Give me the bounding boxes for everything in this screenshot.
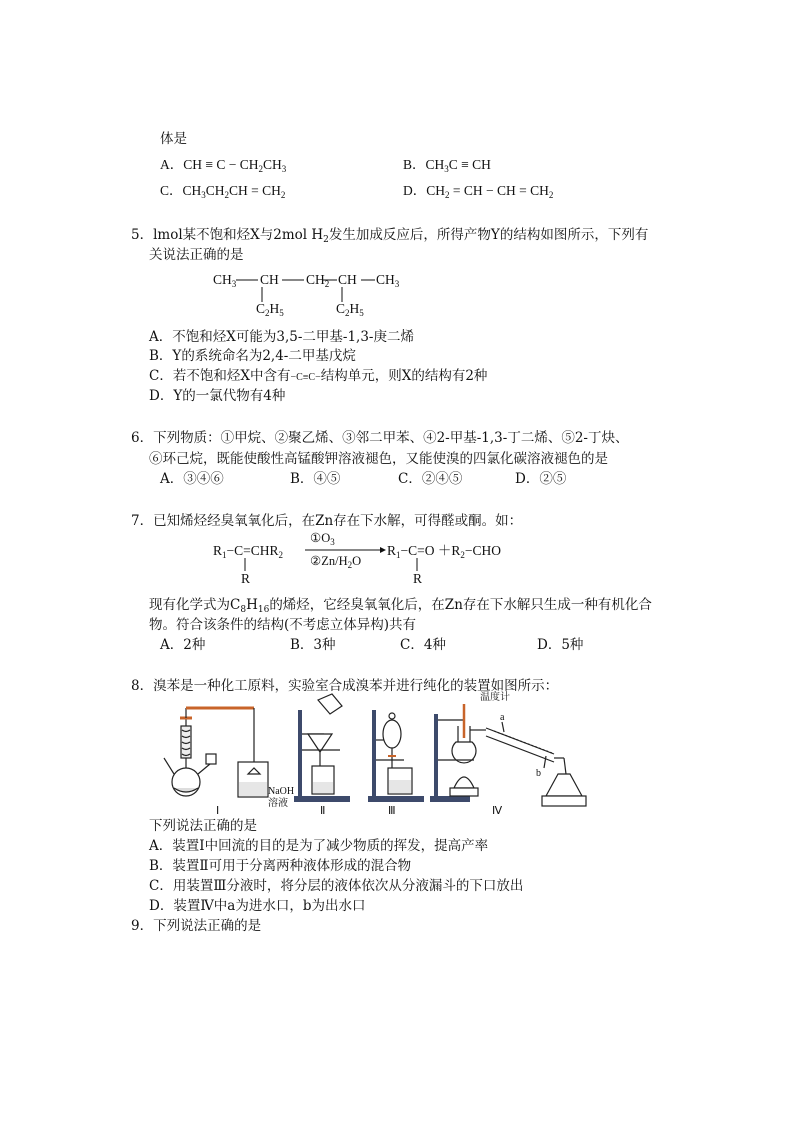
q9-number: 9． xyxy=(131,918,154,934)
roman-iv: Ⅳ xyxy=(492,805,503,817)
q4-continuation: 体是 xyxy=(160,131,187,147)
label-naoh-solution: 溶液 xyxy=(268,798,288,809)
roman-i: Ⅰ xyxy=(216,805,220,817)
q7-option-d[interactable]: D．5种 xyxy=(537,637,584,653)
roman-ii: Ⅱ xyxy=(320,805,326,817)
q7-stem-line3: 物。符合该条件的结构(不考虑立体异构)共有 xyxy=(149,617,417,633)
q7-stem-line1: 7．已知烯烃经臭氧氧化后，在Zn存在下水解，可得醛或酮。如： xyxy=(131,513,523,529)
q8-number: 8． xyxy=(131,678,154,694)
q7-option-a[interactable]: A．2种 xyxy=(160,637,206,653)
q8-option-b[interactable]: B．装置Ⅱ可用于分离两种液体形成的混合物 xyxy=(149,858,412,874)
q5-option-b[interactable]: B．Y的系统命名为2,4-二甲基戊烷 xyxy=(149,348,356,364)
roman-iii: Ⅲ xyxy=(388,805,396,817)
label-a: a xyxy=(500,712,505,723)
q8-apparatus-figure xyxy=(158,690,598,820)
q5-option-c[interactable]: C．若不饱和烃X中含有−C≡C−结构单元，则X的结构有2种 xyxy=(149,368,488,384)
apparatus-i xyxy=(164,708,268,797)
q7-stem-line2: 现有化学式为$C_8H_{16}$的烯烃，它经臭氧氧化后，在Zn存在下水解只生成一种有机化合 xyxy=(149,597,652,615)
q6-option-d[interactable]: D．②⑤ xyxy=(515,471,567,487)
q4-option-c[interactable]: C．$CH_3CH_2CH = CH_2$ xyxy=(160,183,286,200)
q5-number: 5． xyxy=(131,227,154,243)
q8-option-c[interactable]: C．用装置Ⅲ分液时，将分层的液体依次从分液漏斗的下口放出 xyxy=(149,878,524,894)
q8-stem-line2: 下列说法正确的是 xyxy=(149,818,257,834)
apparatus-ii xyxy=(294,694,350,802)
apparatus-iv xyxy=(430,704,586,806)
q5-stem-line1: 5．lmol某不饱和烃X与2mol $H_2$发生加成反应后，所得产物Y的结构如图所示，下列有 xyxy=(131,227,649,245)
q8-stem-line1: 8．溴苯是一种化工原料，实验室合成溴苯并进行纯化的装置如图所示： xyxy=(131,678,559,694)
q5-option-d[interactable]: D．Y的一氯代物有4种 xyxy=(149,388,286,404)
q8-option-a[interactable]: A．装置Ⅰ中回流的目的是为了减少物质的挥发，提高产率 xyxy=(149,838,489,854)
q7-option-b[interactable]: B．3种 xyxy=(290,637,336,653)
label-naoh: NaOH xyxy=(268,786,295,797)
q5-stem-line2: 关说法正确的是 xyxy=(149,247,244,263)
q6-number: 6． xyxy=(131,430,154,446)
q5-option-a[interactable]: A．不饱和烃X可能为3,5-二甲基-1,3-庚二烯 xyxy=(149,329,414,345)
q4-option-a[interactable]: A．CH ≡ $C - CH_2CH_3$ xyxy=(160,157,287,174)
q6-option-a[interactable]: A．③④⑥ xyxy=(160,471,224,487)
q6-option-c[interactable]: C．②④⑤ xyxy=(398,471,463,487)
q7-option-c[interactable]: C．4种 xyxy=(400,637,446,653)
apparatus-iii xyxy=(368,710,424,802)
label-thermometer: 温度计 xyxy=(480,692,510,703)
q6-option-b[interactable]: B．④⑤ xyxy=(290,471,341,487)
label-b: b xyxy=(536,768,541,779)
q9-stem-line1: 9．下列说法正确的是 xyxy=(131,918,262,934)
q4-option-b[interactable]: B．$CH_3C$ ≡ CH xyxy=(403,157,491,174)
q6-stem-line1: 6．下列物质：①甲烷、②聚乙烯、③邻二甲苯、④2-甲基-1,3-丁二烯、⑤2-丁炔、 xyxy=(131,430,629,446)
q4-option-d[interactable]: D．$CH_2$ = CH − CH = $CH_2$ xyxy=(403,183,554,200)
q6-stem-line2: ⑥环己烷，既能使酸性高锰酸钾溶液褪色，又能使溴的四氯化碳溶液褪色的是 xyxy=(149,451,608,467)
q8-option-d[interactable]: D．装置Ⅳ中a为进水口，b为出水口 xyxy=(149,898,366,914)
q7-number: 7． xyxy=(131,513,154,529)
